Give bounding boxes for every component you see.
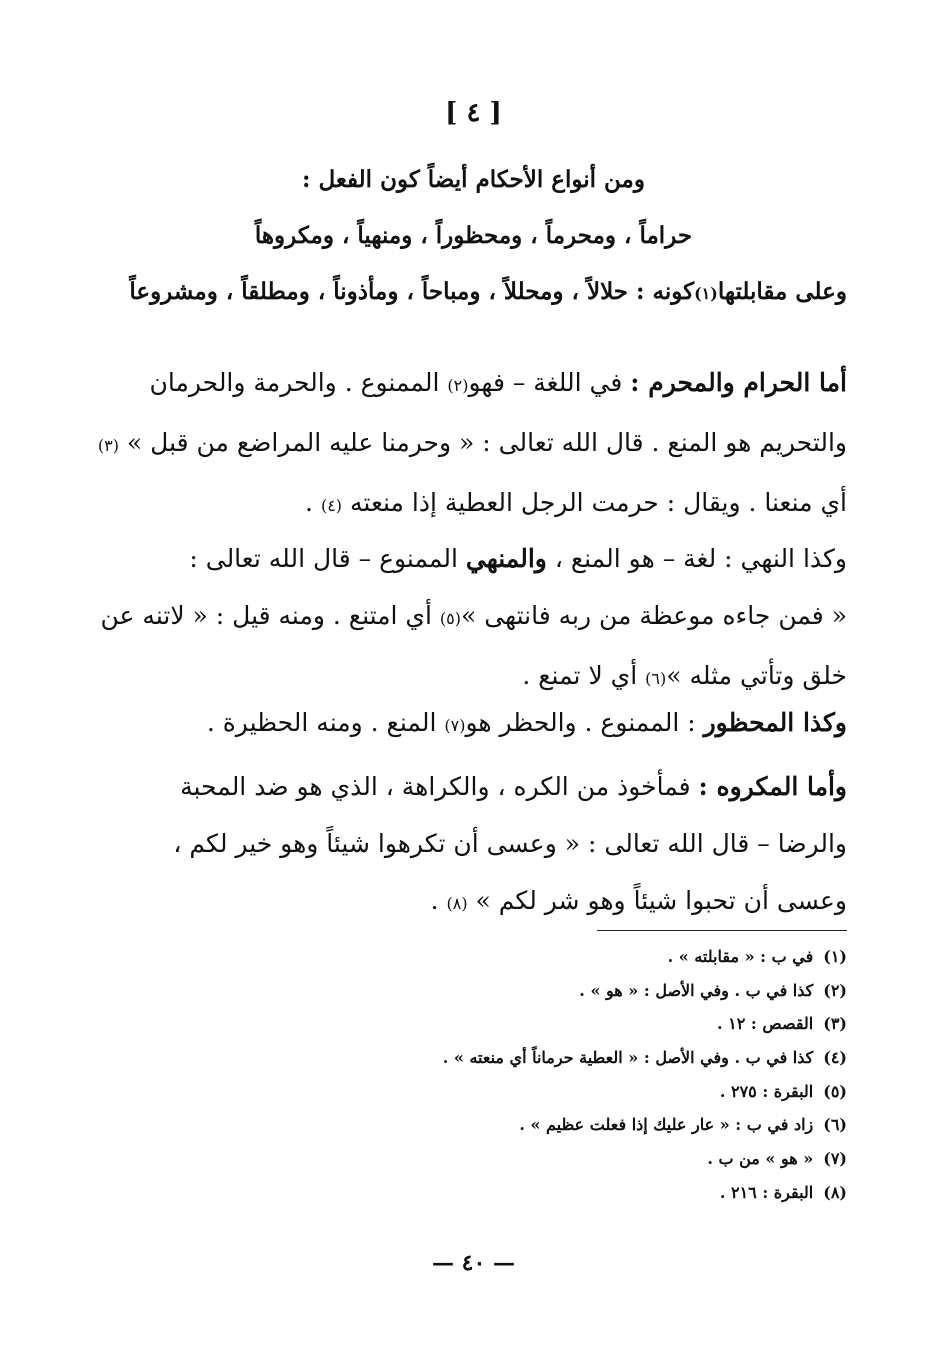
intro-line-3-start: وعلى مقابلتها: [717, 278, 847, 305]
footnote-ref-5: (٥): [439, 609, 461, 628]
paragraph-line: [76, 694, 847, 754]
paragraph-makruh: [76, 758, 847, 932]
text: أي لا تمنع .: [522, 661, 646, 690]
footnote-text: البقرة : ٢١٦ .: [719, 1182, 814, 1202]
paragraph-haram: [76, 354, 847, 534]
footnotes: [100, 940, 847, 1210]
footnote-item: [100, 1007, 847, 1041]
footnote-text: القصص : ١٢ .: [716, 1014, 814, 1034]
intro-line-3: [96, 278, 847, 305]
paragraph-nahy: [76, 530, 847, 707]
paragraph-line: [76, 530, 847, 587]
footnote-ref-4: (٤): [320, 496, 343, 515]
footnote-text: زاد في ب : « عار عليك إذا فعلت عظيم » .: [519, 1115, 814, 1135]
paragraph-line: [76, 758, 847, 815]
text: وعسى أن تحبوا شيئاً وهو شر لكم »: [475, 886, 847, 915]
page-number: — ٤٠ —: [432, 1250, 515, 1276]
footnote-ref-3: (٣): [97, 436, 119, 455]
footnote-item: [100, 1176, 847, 1210]
text: وكذا النهي : لغة – هو المنع ،: [546, 544, 847, 573]
text: المنع . ومنه الحظيرة .: [206, 708, 445, 737]
footnote-number: (٢): [823, 980, 847, 1000]
term-makruh: وأما المكروه :: [698, 772, 847, 801]
section-number: [ ٤ ]: [445, 98, 502, 128]
term-manhi: والمنهي: [465, 544, 547, 573]
footnote-item: [100, 1108, 847, 1142]
intro-line-3-end: كونه : حلالاً ، ومحللاً ، ومباحاً ، ومأذوناً ، ومطلقاً ، ومشروعاً: [129, 278, 695, 305]
paragraph-line: [76, 354, 847, 414]
text: والرضا – قال الله تعالى : « وعسى أن تكرهوا شيئاً وهو خير لكم ،: [173, 829, 847, 858]
paragraph-line: [76, 587, 847, 647]
text: .: [430, 886, 447, 915]
term-haram: أما الحرام والمحرم :: [630, 368, 847, 397]
paragraph-mahzur: [76, 694, 847, 754]
intro-line-1: ومن أنواع الأحكام أيضاً كون الفعل :: [302, 166, 645, 193]
footnote-number: (٧): [823, 1149, 847, 1169]
footnote-item: [100, 1142, 847, 1176]
paragraph-line: [76, 474, 847, 534]
intro-line-2: حراماً ، ومحرماً ، ومحظوراً ، ومنهياً ، ومكروهاً: [254, 222, 693, 249]
footnote-ref-6: (٦): [645, 669, 667, 688]
footnote-item: [100, 940, 847, 974]
footnote-text: في ب : « مقابلته » .: [667, 947, 814, 966]
footnote-number: (١): [823, 947, 847, 966]
text: « فمن جاءه موعظة من ربه فانتهى »: [461, 601, 847, 630]
footnote-number: (٥): [823, 1081, 847, 1101]
footnote-divider: [597, 930, 847, 931]
text: خلق وتأتي مثله »: [666, 661, 847, 690]
text: .: [305, 488, 321, 517]
footnote-number: (٤): [823, 1048, 847, 1068]
text: أي منعنا . ويقال : حرمت الرجل العطية إذا منعته: [350, 488, 847, 517]
footnote-text: كذا في ب . وفي الأصل : « هو » .: [579, 980, 814, 1000]
footnote-number: (٨): [823, 1182, 847, 1202]
footnote-item: [100, 1075, 847, 1109]
footnote-text: « هو » من ب .: [707, 1149, 814, 1169]
text: الممنوع – قال الله تعالى :: [189, 544, 466, 573]
text: : الممنوع . والحظر هو: [465, 708, 704, 737]
text: الممنوع . والحرمة والحرمان: [149, 368, 448, 397]
footnote-ref-1: (١): [694, 284, 718, 303]
footnote-number: (٣): [823, 1014, 847, 1034]
footnote-ref-2: (٢): [447, 376, 469, 395]
text: والتحريم هو المنع . قال الله تعالى : « وحرمنا عليه المراضع من قبل »: [126, 428, 847, 457]
footnote-item: [100, 1041, 847, 1075]
paragraph-line: [76, 872, 847, 932]
paragraph-line: [76, 815, 847, 872]
footnote-text: البقرة : ٢٧٥ .: [719, 1081, 814, 1101]
text: أي امتنع . ومنه قيل : « لاتنه عن: [100, 601, 440, 630]
footnote-ref-7: (٧): [444, 716, 466, 735]
footnote-text: كذا في ب . وفي الأصل : « العطية حرماناً أي منعته » .: [442, 1048, 814, 1068]
footnote-item: [100, 974, 847, 1008]
text: فمأخوذ من الكره ، والكراهة ، الذي هو ضد المحبة: [180, 772, 699, 801]
text: في اللغة – فهو: [468, 368, 631, 397]
paragraph-line: [76, 414, 847, 474]
footnote-number: (٦): [823, 1115, 847, 1135]
footnote-ref-8: (٨): [446, 894, 468, 913]
term-mahzur: وكذا المحظور: [703, 708, 847, 737]
